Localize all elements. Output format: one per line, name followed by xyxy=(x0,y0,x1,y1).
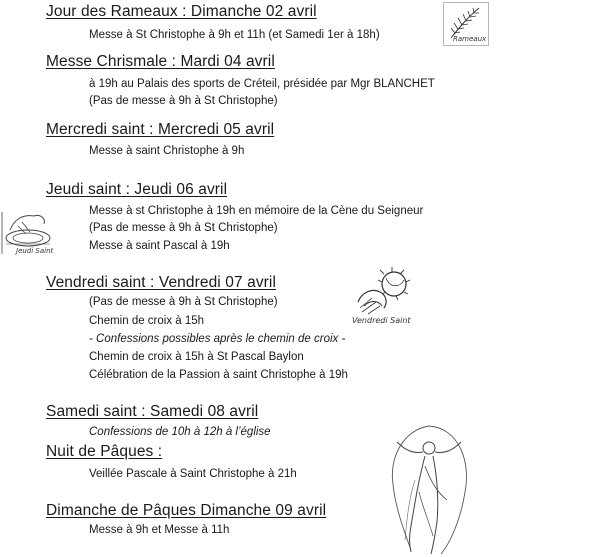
crown-of-thorns-icon xyxy=(350,262,416,328)
vendredi-line-5: Célébration de la Passion à saint Christophe à 19h xyxy=(89,369,348,381)
rameaux-label: Rameaux xyxy=(453,35,487,43)
chrismale-line-1: à 19h au Palais des sports de Créteil, présidée par Mgr BLANCHET xyxy=(89,78,435,90)
vendredi-line-3: - Confessions possibles après le chemin de croix - xyxy=(89,333,346,345)
rameaux-line-1: Messe à St Christophe à 9h et 11h (et Samedi 1er à 18h) xyxy=(89,29,380,41)
vendredi-label: Vendredi Saint xyxy=(352,316,411,325)
vendredi-line-1: (Pas de messe à 9h à St Christophe) xyxy=(89,296,278,308)
vendredi-line-4: Chemin de croix à 15h à St Pascal Baylon xyxy=(89,351,304,363)
jeudi-line-1: Messe à st Christophe à 19h en mémoire de la Cène du Seigneur xyxy=(89,205,424,217)
heading-mercredi: Mercredi saint : Mercredi 05 avril xyxy=(46,121,275,138)
heading-samedi: Samedi saint : Samedi 08 avril xyxy=(46,403,259,420)
risen-christ-icon xyxy=(385,422,473,556)
jeudi-label: Jeudi Saint xyxy=(16,247,54,255)
jeudi-line-3: Messe à saint Pascal à 19h xyxy=(89,240,230,252)
nuit-line-1: Veillée Pascale à Saint Christophe à 21h xyxy=(89,468,297,480)
dimanche-line-1: Messe à 9h et Messe à 11h xyxy=(89,524,230,536)
samedi-line-1: Confessions de 10h à 12h à l’église xyxy=(89,426,271,438)
chrismale-line-2: (Pas de messe à 9h à St Christophe) xyxy=(89,95,278,107)
palm-branch-icon xyxy=(443,2,489,46)
heading-rameaux: Jour des Rameaux : Dimanche 02 avril xyxy=(46,3,317,20)
heading-jeudi: Jeudi saint : Jeudi 06 avril xyxy=(46,181,228,198)
heading-vendredi: Vendredi saint : Vendredi 07 avril xyxy=(46,274,277,291)
heading-dimanche: Dimanche de Pâques Dimanche 09 avril xyxy=(46,502,327,519)
mercredi-line-1: Messe à saint Christophe à 9h xyxy=(89,145,245,157)
washing-feet-icon xyxy=(0,208,56,258)
jeudi-line-2: (Pas de messe à 9h à St Christophe) xyxy=(89,222,278,234)
heading-nuit: Nuit de Pâques : xyxy=(46,443,163,460)
heading-chrismale: Messe Chrismale : Mardi 04 avril xyxy=(46,53,275,70)
vendredi-line-2: Chemin de croix à 15h xyxy=(89,315,205,327)
